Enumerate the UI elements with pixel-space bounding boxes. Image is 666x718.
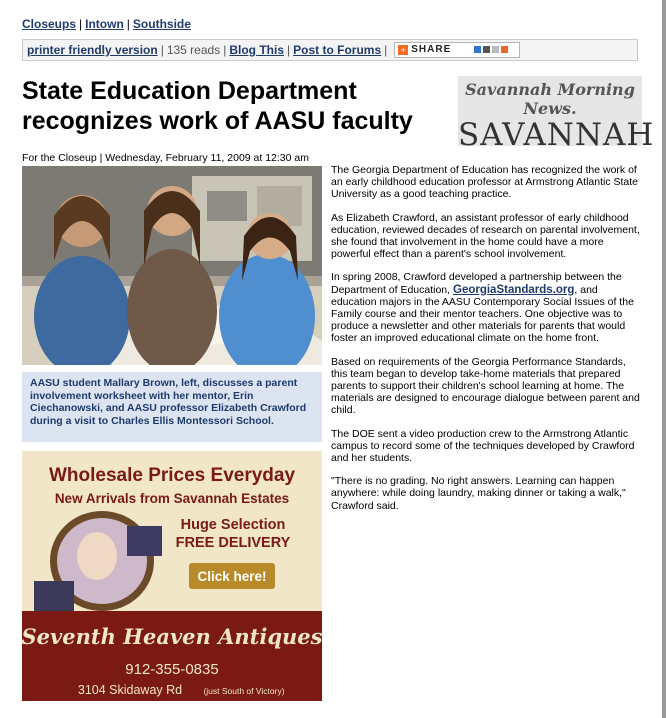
paragraph-text: In spring 2008, Crawford developed a partnership between the Department of Education, [331,271,622,296]
printer-friendly-link[interactable]: printer friendly version [27,43,158,58]
byline-date: Wednesday, February 11, 2009 at 12:30 am [105,152,309,164]
article-paragraph: The DOE sent a video production crew to the Armstrong Atlantic campus to record some of the techniques developed by Crawford and her students. [331,427,635,465]
delicious-icon [474,46,481,53]
logo-city: SAVANNAH [458,117,655,153]
nav-link-intown[interactable]: Intown [85,17,124,31]
article-paragraph: The Georgia Department of Education has recognized the work of an early childhood education professor at Armstrong Atlantic State University as a good teaching practice. [331,164,639,201]
nav-separator: | [79,17,83,31]
toolbar-separator: | [384,43,388,58]
digg-icon [483,46,490,53]
stumble-icon [501,46,508,53]
savannah-morning-news-logo [458,76,655,153]
ad-brand: Seventh Heaven Antiques [22,624,322,649]
toolbar-separator: | [160,43,164,58]
article-paragraph: As Elizabeth Crawford, an assistant professor of early childhood education, reviewed decades of research on parental involvement, she found that involvement in the home could have a more powerful effect than a parent's school involvement. [331,211,640,261]
nav-link-closeups[interactable]: Closeups [22,17,77,31]
photo-caption: AASU student Mallary Brown, left, discusses a parent involvement worksheet with her mentor, Erin Ciechanowski, and AASU professor Elizabeth Crawford during a visit to Charles Ellis Montessori School. [22,372,322,442]
article-photo [22,166,322,365]
article-paragraph: Based on requirements of the Georgia Performance Standards, this team began to develop take-home materials that prepared parents to support their children's school learning at home. The materials are designed to encourage dialogue between parent and child. [331,355,640,417]
ad-phone: 912-355-0835 [125,661,219,678]
byline-source: For the Closeup [22,152,97,164]
georgiastandards-link[interactable]: GeorgiaStandards.org [453,283,575,296]
ad-huge-selection: Huge Selection [180,517,286,533]
share-label: SHARE [411,44,452,55]
section-nav [22,17,191,31]
window-edge [662,0,666,718]
article-body [331,164,643,523]
post-to-forums-link[interactable]: Post to Forums [293,43,382,58]
nav-separator: | [126,17,130,31]
ad-free-delivery: FREE DELIVERY [175,535,291,551]
toolbar-separator: | [223,43,227,58]
ad-subheadline: New Arrivals from Savannah Estates [54,491,290,506]
toolbar-separator: | [287,43,291,58]
article-headline: State Education Department recognizes work of AASU faculty [22,77,413,135]
ad-address: 3104 Skidaway Rd [77,683,183,697]
plus-icon: + [398,45,408,55]
ad-headline: Wholesale Prices Everyday [48,465,296,486]
advertisement-banner[interactable] [22,451,322,701]
logo-masthead: Savannah Morning News. [465,80,635,118]
ad-click-here-button[interactable]: Click here! [197,569,267,584]
blog-this-link[interactable]: Blog This [229,43,284,58]
article-paragraph: "There is no grading. No right answers. Learning can happen anywhere: while doing laundry, making dinner or taking a walk," Crawford said. [331,475,626,512]
byline: For the Closeup | Wednesday, February 11, 2009 at 12:30 am [22,152,309,164]
nav-link-southside[interactable]: Southside [132,17,191,31]
ad-address-note: (just South of Victory) [203,686,285,696]
read-count: 135 reads [166,43,221,58]
share-button[interactable] [394,42,520,58]
email-icon [492,46,499,53]
paragraph-text: , and education majors in the AASU Contemporary Social Issues of the Family course and their mentor teachers. One objective was to produce a newsletter and other materials for parents that would foster an improved educational climate on the home front. [331,283,634,345]
article-toolbar [22,39,638,61]
article-paragraph [331,271,643,344]
